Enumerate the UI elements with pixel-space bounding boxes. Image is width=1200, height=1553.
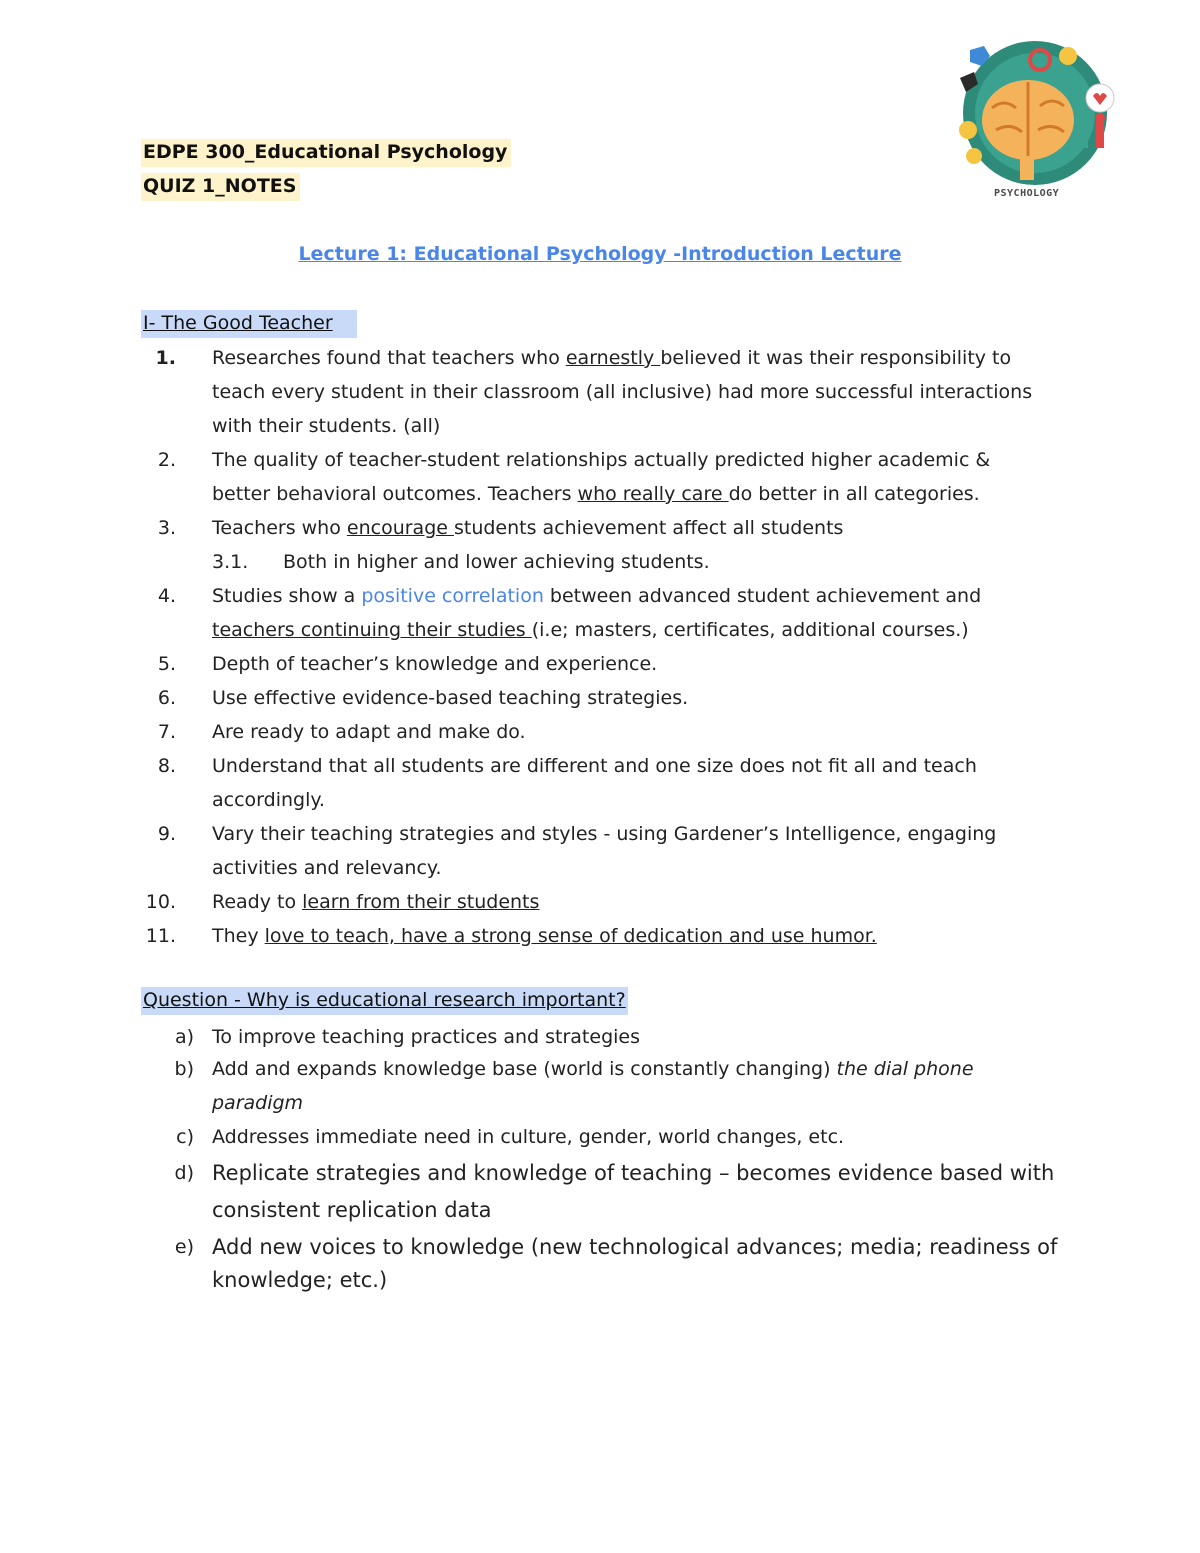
- logo-caption: PSYCHOLOGY: [994, 188, 1060, 199]
- brain-logo-graphic: [940, 38, 1130, 198]
- notes-subtitle: QUIZ 1_NOTES: [141, 175, 300, 197]
- course-title: EDPE 300_Educational Psychology: [141, 141, 511, 163]
- document-page: PSYCHOLOGY EDPE 300_Educational Psychology QUIZ 1_NOTES Lecture 1: Educational Psychology -Introduction Lecture I- The Good Teacher 1. Researches found that teachers who earnestly believed it was their responsibility to teach every student in their classroom (all inclusive) had more successful interactions with their students. (all) 2. The quality of teacher-student relationships actually predicted higher academic & better behavioral outcomes. Teachers who really care do better in all categories. 3. Teachers who encourage students achievement affect all students 3.1. Both in higher and lower achieving students. 4. Studies show a positive correlation between advanced student achievement and teachers continuing their studies (i.e; masters, certificates, additional courses.) 5. Depth of teacher’s knowledge and experience. 6. Use effective evidence-based teaching strategies. 7. Are ready to adapt and make do. 8. Understand that all students are different and one size does not fit all and teach accordingly. 9. Vary their teaching strategies and styles - using Gardener’s Intelligence, engaging activities and relevancy. 10. Ready to learn from their students 11. They love to teach, have a strong sense of dedication and use humor. Question - Why is educational research important? a) To improve teaching practices and strategies b) Add and expands knowledge base (world is constantly changing) the dial phone paradigm c) Addresses immediate need in culture, gender, world changes, etc. d) Replicate strategies and knowledge of teaching – becomes evidence based with consistent replication data e) Add new voices to knowledge (new technological advances; media; readiness of knowledge; etc.): [0, 0, 1200, 1553]
- section-heading-good-teacher: I- The Good Teacher: [141, 310, 357, 338]
- psychology-brain-logo: [940, 38, 1130, 208]
- section-heading-question: Question - Why is educational research important?: [141, 987, 628, 1015]
- lecture-title: Lecture 1: Educational Psychology -Introduction Lecture: [298, 243, 902, 265]
